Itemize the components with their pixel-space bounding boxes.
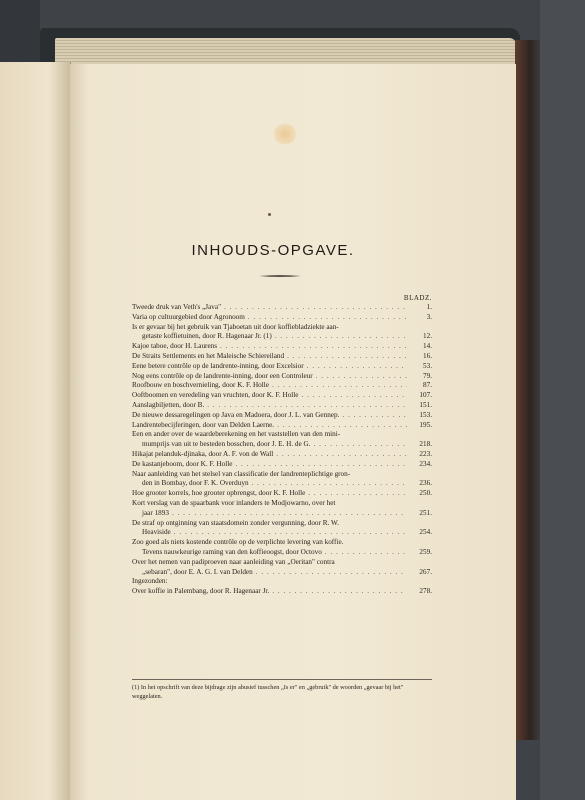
toc-leader-dots — [272, 381, 407, 391]
toc-entry — [132, 391, 432, 401]
toc-leader-dots — [325, 548, 407, 558]
toc-entry — [132, 489, 432, 499]
toc-entry — [132, 509, 432, 519]
toc-entry — [132, 528, 432, 538]
toc-entry-page: 251. — [419, 508, 432, 517]
toc-entry-page: 259. — [419, 547, 432, 556]
toc-entry-title: Zoo goed als niets kostende contrôle op de verplichte levering van koffie. — [132, 538, 344, 547]
toc-leader-dots — [224, 303, 407, 313]
toc-entry — [132, 401, 432, 411]
toc-entry — [132, 303, 432, 313]
toc-entry-page: 16. — [423, 351, 432, 360]
toc-leader-dots — [307, 362, 407, 372]
title-ornament — [259, 274, 301, 278]
toc-leader-dots — [256, 568, 407, 578]
toc-entry-title: getaste koffietuinen, door R. Hagenaar Jr. (1) — [142, 332, 272, 341]
book-spine — [515, 40, 540, 740]
toc-entry-page: 14. — [423, 342, 432, 351]
toc-entry — [132, 470, 432, 480]
toc-entry-page: 218. — [419, 440, 432, 449]
toc-entry-title: Eene betere contrôle op de landrente-inning, door Excelsior — [132, 361, 304, 370]
toc-leader-dots — [235, 460, 407, 470]
toc-entry — [132, 558, 432, 568]
toc-entry-title: De kastanjeboom, door K. F. Holle — [132, 459, 233, 468]
paper-speck — [268, 213, 271, 216]
toc-leader-dots — [308, 489, 407, 499]
toc-entry-title: Landrentebecijferingen, door van Delden Laerne. — [132, 420, 275, 429]
toc-entry — [132, 440, 432, 450]
toc-leader-dots — [277, 421, 407, 431]
footnote-rule — [132, 679, 432, 680]
toc-entry-title: Is er gevaar bij het gebruik van Tjaboetan uit door koffiebladziekte aan- — [132, 322, 339, 331]
toc-entry — [132, 381, 432, 391]
toc-entry-page: 87. — [423, 381, 432, 390]
toc-entry-title: Een en ander over de waardeberekening en het vaststellen van den mini- — [132, 430, 341, 439]
toc-entry-page: 267. — [419, 567, 432, 576]
toc-entry — [132, 519, 432, 529]
toc-entry-title: Roofbouw en boschvernieling, door K. F. Holle — [132, 381, 269, 390]
toc-leader-dots — [302, 391, 408, 401]
toc-leader-dots — [342, 411, 407, 421]
toc-entry-title: Ingezonden: — [132, 577, 168, 586]
toc-entry-page: 1. — [426, 303, 432, 311]
toc-leader-dots — [220, 342, 407, 352]
toc-leader-dots — [276, 450, 407, 460]
toc-entry-title: „sebaran", door E. A. G. I. van Delden — [142, 567, 253, 576]
toc-entry — [132, 587, 432, 597]
toc-entry — [132, 538, 432, 548]
toc-entry — [132, 352, 432, 362]
toc-entry-title: De nieuwe dessaregelingen op Java en Madoera, door J. L. van Gennep. — [132, 410, 340, 419]
toc-entry-title: mumprijs van uit te besteden bosschen, door J. E. H. de G. — [142, 440, 311, 449]
toc-entry-page: 234. — [419, 459, 432, 468]
toc-entry-title: jaar 1893 — [142, 508, 169, 517]
toc-entry-title: Tweede druk van Veth's „Java" — [132, 303, 222, 311]
toc-entry-title: Hikajat pelanduk-djinaka, door A. F. von de Wall — [132, 449, 274, 458]
toc-entry-page: 53. — [423, 361, 432, 370]
toc-entry-page: 250. — [419, 489, 432, 498]
toc-entry — [132, 411, 432, 421]
toc-entry — [132, 568, 432, 578]
toc-entry — [132, 577, 432, 587]
toc-leader-dots — [172, 509, 407, 519]
toc-entry — [132, 421, 432, 431]
table-of-contents — [132, 303, 432, 597]
page-column-label: BLADZ. — [403, 294, 432, 302]
toc-entry — [132, 372, 432, 382]
toc-leader-dots — [275, 332, 407, 342]
toc-entry-title: De Straits Settlements en het Maleische Schiereiland — [132, 351, 285, 360]
toc-entry-title: Heaviside — [142, 528, 171, 537]
toc-entry-page: 79. — [423, 371, 432, 380]
toc-entry-page: 223. — [419, 449, 432, 458]
toc-entry — [132, 323, 432, 333]
toc-leader-dots — [174, 528, 407, 538]
toc-entry-title: Aanslagbiljetten, door B. — [132, 400, 205, 409]
toc-leader-dots — [316, 372, 407, 382]
toc-entry-title: den in Bombay, door F. K. Overduyn — [142, 479, 249, 488]
page-title: INHOUDS-OPGAVE. — [191, 242, 355, 259]
toc-entry-page: 278. — [419, 587, 432, 596]
toc-leader-dots — [272, 587, 407, 597]
toc-entry — [132, 332, 432, 342]
toc-entry-title: Hoe grooter korrels, hoe grooter opbrengst, door K. F. Holle — [132, 489, 306, 498]
toc-entry-title: Kort verslag van de spaarbank voor inlanders te Modjowarno, over het — [132, 498, 336, 507]
toc-entry-title: Over koffie in Palembang, door R. Hagenaar Jr. — [132, 587, 270, 596]
toc-entry — [132, 548, 432, 558]
toc-entry — [132, 479, 432, 489]
toc-entry-page: 151. — [419, 400, 432, 409]
toc-leader-dots — [248, 313, 407, 323]
toc-entry-page: 12. — [423, 332, 432, 341]
toc-leader-dots — [313, 440, 407, 450]
toc-entry — [132, 313, 432, 323]
toc-entry-title: Varia op cultuurgebied door Agronoom — [132, 312, 245, 321]
toc-entry — [132, 430, 432, 440]
toc-entry-title: Naar aanleiding van het stelsel van classificatie der landrenteplichtige gron- — [132, 469, 351, 478]
toc-entry — [132, 499, 432, 509]
toc-entry — [132, 460, 432, 470]
toc-entry-page: 107. — [419, 391, 432, 400]
toc-entry-title: Kajoe taboe, door H. Laurens — [132, 342, 218, 351]
toc-entry-page: 3. — [426, 312, 432, 321]
toc-leader-dots — [207, 401, 407, 411]
toc-entry-page: 254. — [419, 528, 432, 537]
toc-entry-title: De straf op ontginning van staatsdomein zonder vergunning, door R. W. — [132, 518, 339, 527]
backdrop-right — [540, 0, 585, 800]
paper-stain — [272, 124, 298, 144]
toc-entry-title: Ooftboomen en veredeling van vruchten, door K. F. Holle — [132, 391, 299, 400]
toc-entry-page: 236. — [419, 479, 432, 488]
toc-entry-page: 153. — [419, 410, 432, 419]
toc-entry-page: 195. — [419, 420, 432, 429]
toc-entry-title: Tevens nauwkeurige raming van den koffieoogst, door Octovo — [142, 547, 322, 556]
toc-entry-title: Over het nemen van padiproeven naar aanleiding van „Oeritan" contra — [132, 557, 335, 566]
book-page — [70, 64, 516, 800]
footnote: (1) In het opschrift van deze bijdrage zijn abusief tusschen „Is er" en „gebruik" de woorden „gevaar bij het" weggelaten. — [132, 684, 404, 700]
left-page — [0, 62, 71, 800]
toc-leader-dots — [252, 479, 407, 489]
toc-leader-dots — [287, 352, 407, 362]
toc-entry — [132, 450, 432, 460]
toc-entry — [132, 342, 432, 352]
toc-entry-title: Nog eens contrôle op de landrente-inning, door een Controleur — [132, 371, 313, 380]
toc-entry — [132, 362, 432, 372]
